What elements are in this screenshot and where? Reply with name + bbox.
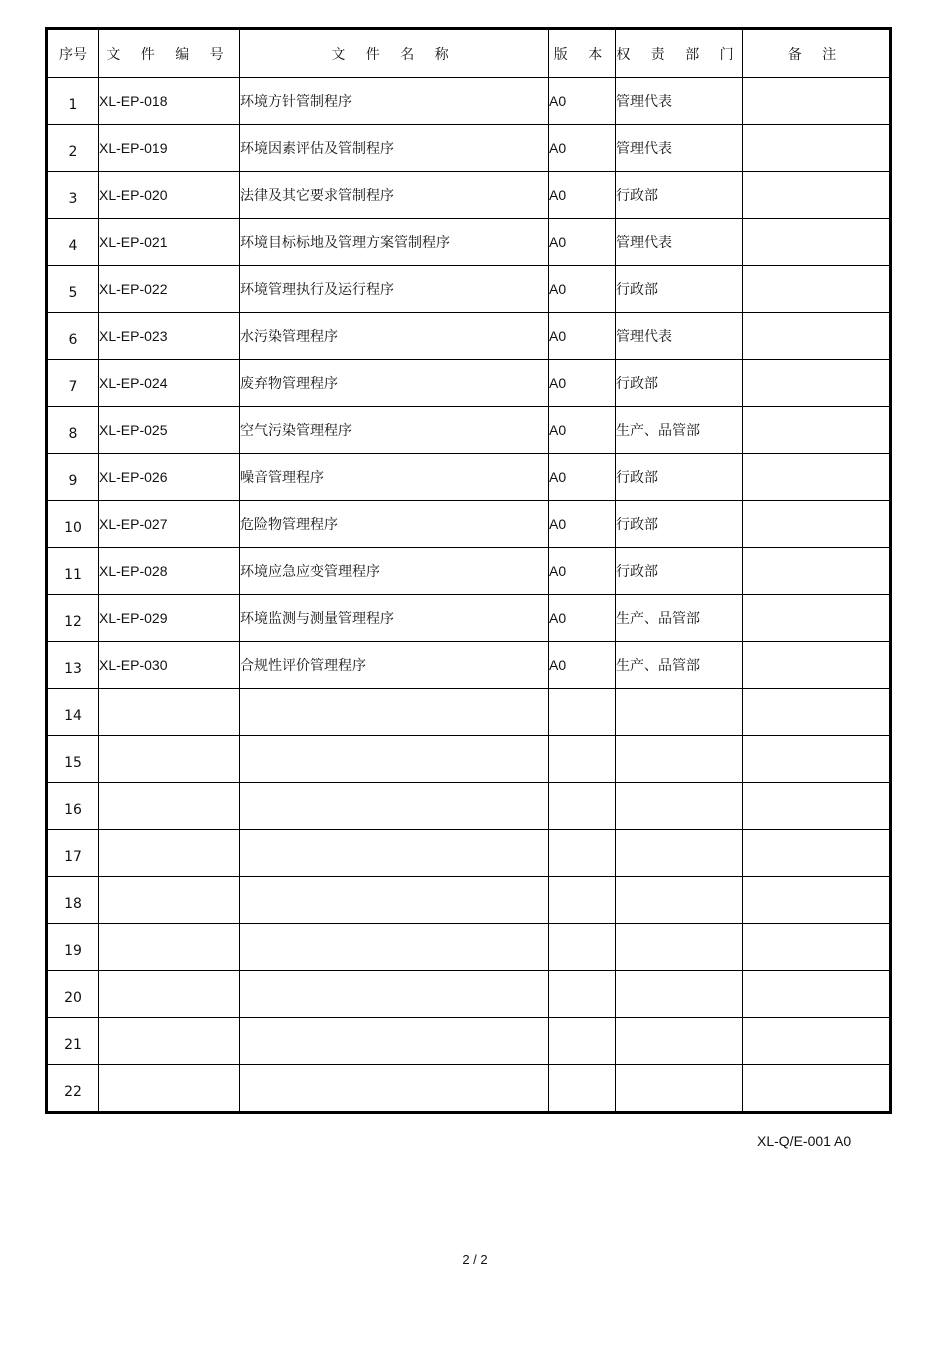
cell-code bbox=[99, 1018, 240, 1065]
table-row bbox=[47, 783, 891, 830]
cell-name bbox=[240, 736, 549, 783]
cell-code: XL-EP-028 bbox=[99, 548, 240, 595]
cell-code bbox=[99, 830, 240, 877]
table-row bbox=[47, 877, 891, 924]
cell-remark bbox=[743, 78, 891, 125]
cell-name: 环境目标标地及管理方案管制程序 bbox=[240, 219, 549, 266]
cell-seq: 4 bbox=[47, 219, 99, 266]
header-name: 文 件 名 称 bbox=[240, 29, 549, 78]
cell-version: A0 bbox=[549, 313, 616, 360]
cell-remark bbox=[743, 172, 891, 219]
header-code: 文 件 编 号 bbox=[99, 29, 240, 78]
table-row bbox=[47, 407, 891, 454]
cell-seq: 19 bbox=[47, 924, 99, 971]
cell-name: 废弃物管理程序 bbox=[240, 360, 549, 407]
cell-version bbox=[549, 830, 616, 877]
table-row bbox=[47, 830, 891, 877]
cell-seq: 8 bbox=[47, 407, 99, 454]
cell-code bbox=[99, 1065, 240, 1113]
cell-seq: 7 bbox=[47, 360, 99, 407]
cell-version: A0 bbox=[549, 501, 616, 548]
cell-version: A0 bbox=[549, 78, 616, 125]
cell-dept: 生产、品管部 bbox=[616, 407, 743, 454]
table-row bbox=[47, 78, 891, 125]
cell-remark bbox=[743, 971, 891, 1018]
cell-code bbox=[99, 877, 240, 924]
cell-dept: 管理代表 bbox=[616, 219, 743, 266]
cell-version: A0 bbox=[549, 125, 616, 172]
cell-version bbox=[549, 783, 616, 830]
cell-code: XL-EP-030 bbox=[99, 642, 240, 689]
cell-dept bbox=[616, 924, 743, 971]
cell-code bbox=[99, 689, 240, 736]
cell-dept bbox=[616, 1065, 743, 1113]
table-row bbox=[47, 266, 891, 313]
cell-dept: 生产、品管部 bbox=[616, 595, 743, 642]
table-row bbox=[47, 548, 891, 595]
cell-dept bbox=[616, 736, 743, 783]
cell-remark bbox=[743, 313, 891, 360]
cell-seq: 10 bbox=[47, 501, 99, 548]
cell-remark bbox=[743, 783, 891, 830]
cell-name: 空气污染管理程序 bbox=[240, 407, 549, 454]
cell-seq: 14 bbox=[47, 689, 99, 736]
cell-dept: 行政部 bbox=[616, 360, 743, 407]
cell-version bbox=[549, 924, 616, 971]
cell-version bbox=[549, 971, 616, 1018]
cell-name bbox=[240, 1065, 549, 1113]
cell-version: A0 bbox=[549, 266, 616, 313]
cell-seq: 16 bbox=[47, 783, 99, 830]
cell-dept: 行政部 bbox=[616, 548, 743, 595]
cell-name: 水污染管理程序 bbox=[240, 313, 549, 360]
table-row bbox=[47, 172, 891, 219]
cell-remark bbox=[743, 924, 891, 971]
cell-remark bbox=[743, 1065, 891, 1113]
cell-name: 噪音管理程序 bbox=[240, 454, 549, 501]
cell-name: 环境管理执行及运行程序 bbox=[240, 266, 549, 313]
cell-remark bbox=[743, 736, 891, 783]
cell-remark bbox=[743, 689, 891, 736]
cell-version bbox=[549, 1018, 616, 1065]
cell-version: A0 bbox=[549, 642, 616, 689]
cell-dept: 行政部 bbox=[616, 172, 743, 219]
cell-code bbox=[99, 924, 240, 971]
cell-dept: 行政部 bbox=[616, 454, 743, 501]
cell-version: A0 bbox=[549, 172, 616, 219]
cell-version: A0 bbox=[549, 548, 616, 595]
cell-seq: 9 bbox=[47, 454, 99, 501]
cell-code: XL-EP-019 bbox=[99, 125, 240, 172]
cell-remark bbox=[743, 642, 891, 689]
cell-remark bbox=[743, 1018, 891, 1065]
cell-name: 环境应急应变管理程序 bbox=[240, 548, 549, 595]
table-row bbox=[47, 360, 891, 407]
cell-seq: 1 bbox=[47, 78, 99, 125]
cell-code bbox=[99, 971, 240, 1018]
header-seq: 序号 bbox=[47, 29, 99, 78]
cell-version: A0 bbox=[549, 360, 616, 407]
table-row bbox=[47, 642, 891, 689]
cell-code: XL-EP-026 bbox=[99, 454, 240, 501]
cell-dept bbox=[616, 689, 743, 736]
cell-name: 环境因素评估及管制程序 bbox=[240, 125, 549, 172]
form-code: XL-Q/E-001 A0 bbox=[757, 1133, 852, 1149]
cell-code: XL-EP-024 bbox=[99, 360, 240, 407]
cell-seq: 22 bbox=[47, 1065, 99, 1113]
cell-version bbox=[549, 877, 616, 924]
cell-name bbox=[240, 1018, 549, 1065]
cell-dept bbox=[616, 971, 743, 1018]
table-row bbox=[47, 689, 891, 736]
table-row bbox=[47, 454, 891, 501]
cell-name: 法律及其它要求管制程序 bbox=[240, 172, 549, 219]
cell-name bbox=[240, 877, 549, 924]
cell-remark bbox=[743, 830, 891, 877]
cell-remark bbox=[743, 454, 891, 501]
cell-code bbox=[99, 736, 240, 783]
cell-name bbox=[240, 830, 549, 877]
header-dept: 权 责 部 门 bbox=[616, 29, 743, 78]
cell-code: XL-EP-018 bbox=[99, 78, 240, 125]
cell-seq: 2 bbox=[47, 125, 99, 172]
cell-code: XL-EP-029 bbox=[99, 595, 240, 642]
cell-name bbox=[240, 689, 549, 736]
page-number: 2 / 2 bbox=[462, 1252, 488, 1267]
cell-name: 环境方针管制程序 bbox=[240, 78, 549, 125]
cell-dept bbox=[616, 877, 743, 924]
cell-version: A0 bbox=[549, 407, 616, 454]
cell-version: A0 bbox=[549, 595, 616, 642]
cell-seq: 13 bbox=[47, 642, 99, 689]
cell-seq: 18 bbox=[47, 877, 99, 924]
cell-seq: 17 bbox=[47, 830, 99, 877]
cell-remark bbox=[743, 266, 891, 313]
cell-dept: 行政部 bbox=[616, 501, 743, 548]
cell-dept: 管理代表 bbox=[616, 313, 743, 360]
cell-code bbox=[99, 783, 240, 830]
cell-dept bbox=[616, 830, 743, 877]
cell-remark bbox=[743, 595, 891, 642]
cell-remark bbox=[743, 219, 891, 266]
cell-code: XL-EP-022 bbox=[99, 266, 240, 313]
cell-seq: 21 bbox=[47, 1018, 99, 1065]
cell-seq: 5 bbox=[47, 266, 99, 313]
cell-name bbox=[240, 783, 549, 830]
cell-seq: 6 bbox=[47, 313, 99, 360]
cell-version bbox=[549, 1065, 616, 1113]
table-row bbox=[47, 219, 891, 266]
cell-name bbox=[240, 971, 549, 1018]
cell-remark bbox=[743, 877, 891, 924]
header-remark: 备 注 bbox=[743, 29, 891, 78]
cell-version: A0 bbox=[549, 219, 616, 266]
table-row bbox=[47, 1018, 891, 1065]
cell-code: XL-EP-020 bbox=[99, 172, 240, 219]
cell-seq: 11 bbox=[47, 548, 99, 595]
table-row bbox=[47, 313, 891, 360]
cell-dept: 管理代表 bbox=[616, 125, 743, 172]
cell-dept: 生产、品管部 bbox=[616, 642, 743, 689]
cell-seq: 20 bbox=[47, 971, 99, 1018]
cell-code: XL-EP-025 bbox=[99, 407, 240, 454]
cell-remark bbox=[743, 407, 891, 454]
cell-code: XL-EP-021 bbox=[99, 219, 240, 266]
cell-code: XL-EP-023 bbox=[99, 313, 240, 360]
cell-remark bbox=[743, 125, 891, 172]
cell-dept: 行政部 bbox=[616, 266, 743, 313]
table-row bbox=[47, 595, 891, 642]
cell-seq: 12 bbox=[47, 595, 99, 642]
cell-dept bbox=[616, 783, 743, 830]
cell-name bbox=[240, 924, 549, 971]
table-row bbox=[47, 125, 891, 172]
cell-name: 环境监测与测量管理程序 bbox=[240, 595, 549, 642]
table-row bbox=[47, 971, 891, 1018]
cell-seq: 3 bbox=[47, 172, 99, 219]
cell-name: 危险物管理程序 bbox=[240, 501, 549, 548]
table-row bbox=[47, 1065, 891, 1113]
cell-remark bbox=[743, 501, 891, 548]
document-list-table bbox=[45, 27, 892, 1114]
cell-remark bbox=[743, 548, 891, 595]
cell-dept bbox=[616, 1018, 743, 1065]
header-version: 版 本 bbox=[549, 29, 616, 78]
table-row bbox=[47, 501, 891, 548]
cell-version bbox=[549, 736, 616, 783]
cell-seq: 15 bbox=[47, 736, 99, 783]
cell-code: XL-EP-027 bbox=[99, 501, 240, 548]
cell-version: A0 bbox=[549, 454, 616, 501]
table-header-row bbox=[47, 29, 891, 78]
table-row bbox=[47, 736, 891, 783]
cell-name: 合规性评价管理程序 bbox=[240, 642, 549, 689]
cell-version bbox=[549, 689, 616, 736]
cell-dept: 管理代表 bbox=[616, 78, 743, 125]
cell-remark bbox=[743, 360, 891, 407]
table-row bbox=[47, 924, 891, 971]
